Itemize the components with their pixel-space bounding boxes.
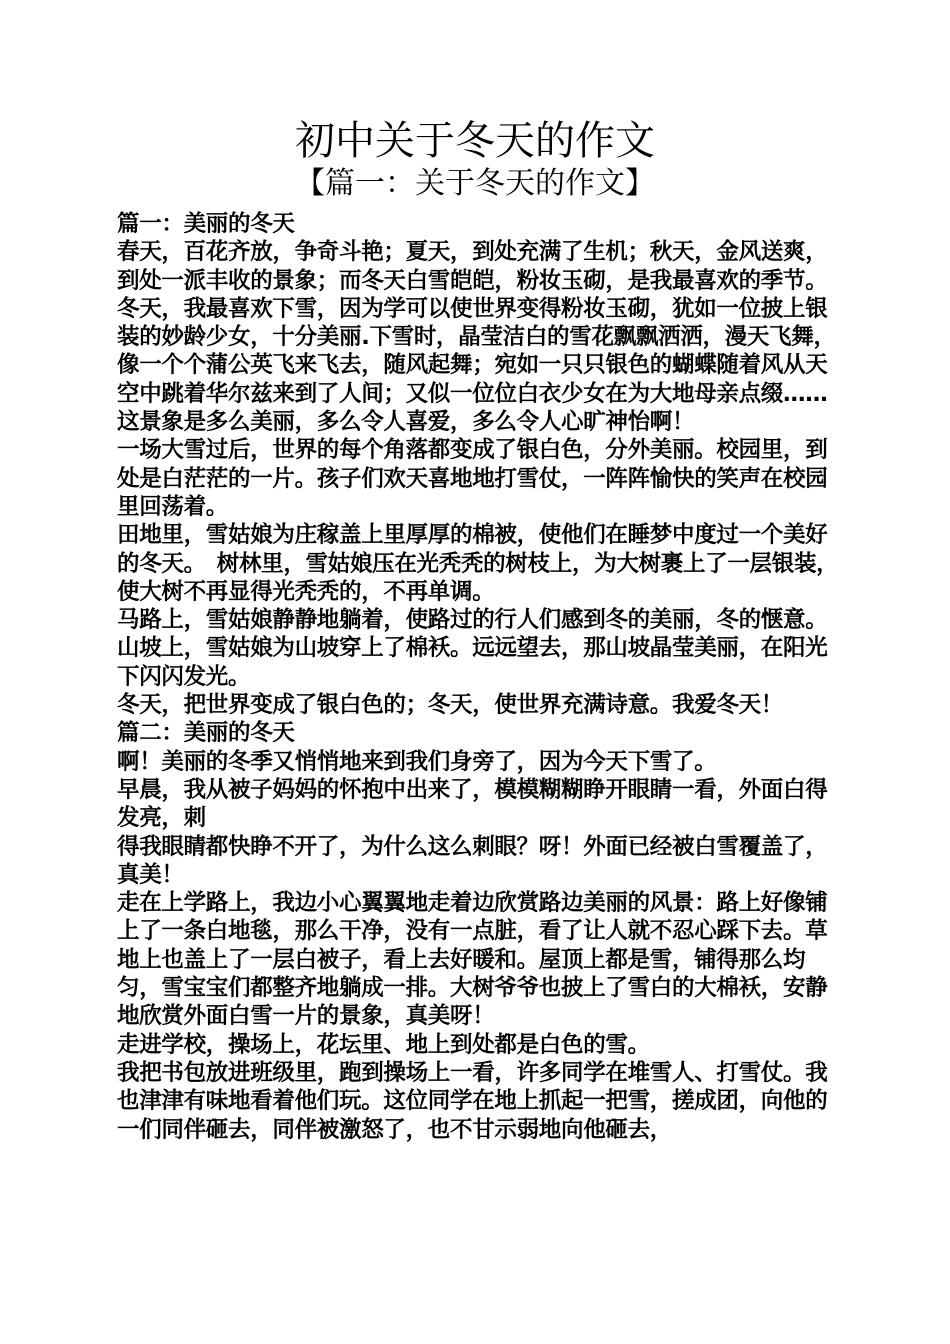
paragraph: 冬天，我最喜欢下雪，因为学可以使世界变得粉妆玉砌，犹如一位披上银装的妙龄少女，十分美丽.下雪时，晶莹洁白的雪花飘飘洒洒，漫天飞舞，像一个个蒲公英飞来飞去，随风起舞；宛如一只只银色的蝴蝶随着风从天空中跳着华尔兹来到了人间；又似一位位白衣少女在为大地母亲点缀……这景象是多么美丽，多么令人喜爱，多么令人心旷神怡啊！ bbox=[117, 295, 836, 436]
document-subtitle: 【篇一：关于冬天的作文】 bbox=[295, 166, 655, 201]
paragraph: 一场大雪过后，世界的每个角落都变成了银白色，分外美丽。校园里，到处是白茫茫的一片。孩子们欢天喜地地打雪仗，一阵阵愉快的笑声在校园里回荡着。 bbox=[117, 437, 828, 520]
document-body bbox=[117, 210, 842, 1144]
paragraph: 春天，百花齐放，争奇斗艳；夏天，到处充满了生机；秋天，金风送爽，到处一派丰收的景象；而冬天白雪皑皑，粉妆玉砌，是我最喜欢的季节。 bbox=[117, 239, 828, 294]
document-title: 初中关于冬天的作文 bbox=[295, 118, 655, 164]
paragraph: 走在上学路上，我边小心翼翼地走着边欣赏路边美丽的风景：路上好像铺上了一条白地毯，那么干净，没有一点脏，看了让人就不忍心踩下去。草地上也盖上了一层白被子，看上去好暖和。屋顶上都是雪，铺得那么均匀，雪宝宝们都整齐地躺成一排。大树爷爷也披上了雪白的大棉袄，安静地欣赏外面白雪一片的景象，真美呀！ bbox=[117, 890, 828, 1030]
paragraph: 走进学校，操场上，花坛里、地上到处都是白色的雪。 bbox=[117, 1031, 650, 1058]
section-heading-1: 篇一：美丽的冬天 bbox=[117, 211, 295, 237]
paragraph: 得我眼睛都快睁不开了，为什么这么刺眼？呀！外面已经被白雪覆盖了，真美！ bbox=[117, 833, 828, 888]
paragraph: 我把书包放进班级里，跑到操场上一看，许多同学在堆雪人、打雪仗。我也津津有味地看着他们玩。这位同学在地上抓起一把雪，搓成团，向他的一们同伴砸去，同伴被激怒了，也不甘示弱地向他砸去， bbox=[117, 1059, 828, 1143]
paragraph: 田地里，雪姑娘为庄稼盖上里厚厚的棉被，使他们在睡梦中度过一个美好的冬天。 树林里，雪姑娘压在光秃秃的树枝上，为大树裹上了一层银装，使大树不再显得光秃秃的，不再单调。 bbox=[117, 522, 839, 605]
paragraph: 山坡上，雪姑娘为山坡穿上了棉袄。远远望去，那山坡晶莹美丽，在阳光下闪闪发光。 bbox=[117, 635, 828, 690]
paragraph: 早晨，我从被子妈妈的怀抱中出来了，模模糊糊睁开眼睛一看，外面白得发亮，刺 bbox=[117, 776, 828, 832]
section-heading-2: 篇二：美丽的冬天 bbox=[117, 720, 295, 747]
paragraph: 啊！美丽的冬季又悄悄地来到我们身旁了，因为今天下雪了。 bbox=[117, 748, 717, 775]
paragraph: 冬天，把世界变成了银白色的；冬天，使世界充满诗意。我爱冬天！ bbox=[117, 692, 784, 719]
paragraph: 马路上，雪姑娘静静地躺着，使路过的行人们感到冬的美丽，冬的惬意。 bbox=[117, 607, 828, 634]
